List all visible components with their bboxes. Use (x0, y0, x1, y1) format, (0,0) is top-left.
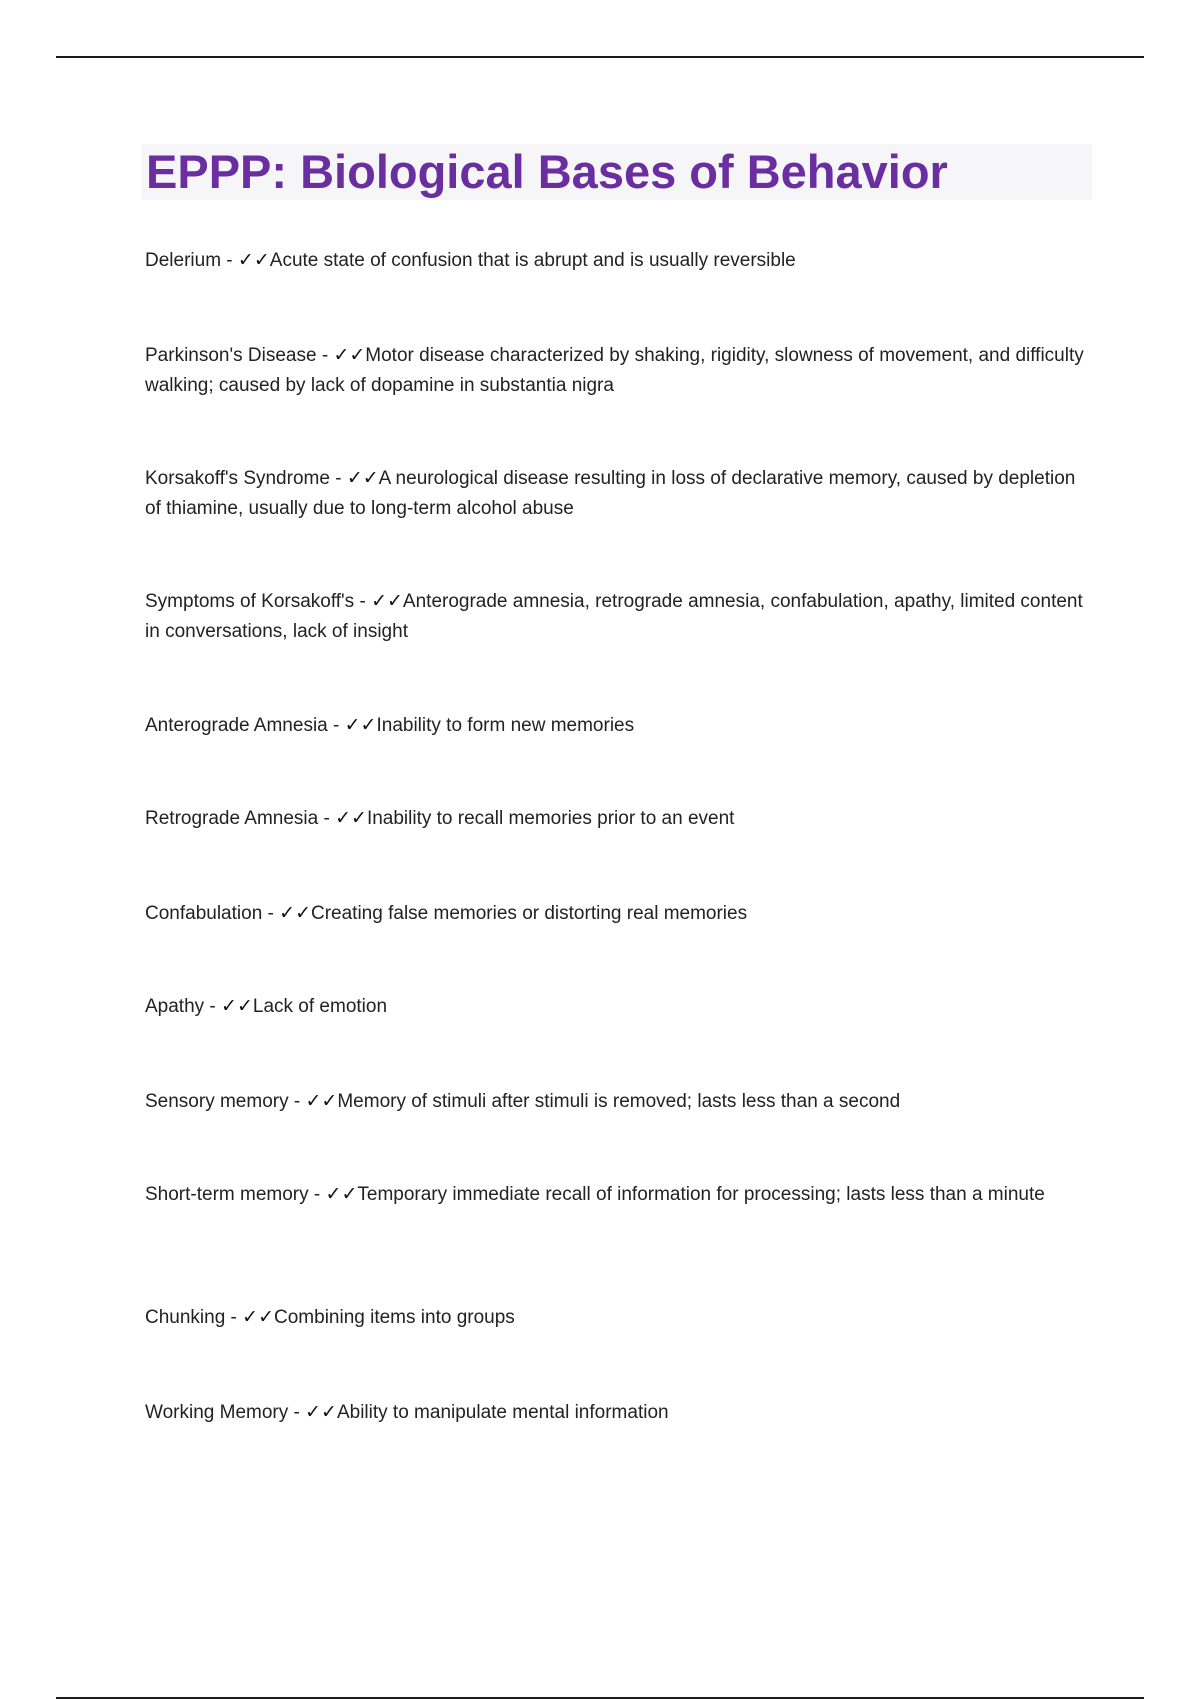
entry-term: Apathy (145, 996, 205, 1017)
flashcard-entry: Apathy - ✓✓Lack of emotion (145, 995, 388, 1017)
flashcard-entry: Korsakoff's Syndrome - ✓✓A neurological disease resulting in loss of declarative memory, caused by depletion of thiamine, usually due to long-term alcohol abuse (145, 467, 1076, 519)
flashcard-entry: Symptoms of Korsakoff's - ✓✓Anterograde amnesia, retrograde amnesia, confabulation, apathy, limited content in conversations, lack of insight (145, 590, 1083, 642)
entry-term: Confabulation (145, 903, 263, 924)
double-check-icon: ✓✓ (237, 249, 270, 271)
entry-definition: A neurological disease resulting in loss of declarative memory, caused by depletion of thiamine, usually due to long-term alcohol abuse (145, 468, 1076, 519)
entry-definition: Inability to recall memories prior to an event (366, 808, 735, 829)
entry-term: Sensory memory (145, 1091, 289, 1112)
entry-term: Korsakoff's Syndrome (145, 468, 330, 489)
entry-definition: Ability to manipulate mental information (336, 1402, 669, 1423)
entry-definition: Creating false memories or distorting real memories (311, 903, 748, 924)
flashcard-entry: Chunking - ✓✓Combining items into groups (145, 1306, 515, 1328)
flashcard-entry: Working Memory - ✓✓Ability to manipulate mental information (145, 1401, 669, 1423)
double-check-icon: ✓✓ (305, 1401, 337, 1423)
entry-term: Short-term memory (145, 1184, 309, 1205)
double-check-icon: ✓✓ (242, 1306, 275, 1328)
entry-definition: Temporary immediate recall of information for processing; lasts less than a minute (357, 1184, 1045, 1205)
double-check-icon: ✓✓ (305, 1090, 338, 1112)
entry-definition: Inability to form new memories (376, 715, 635, 736)
document-title: EPPP: Biological Bases of Behavior (146, 145, 948, 198)
entry-term: Anterograde Amnesia (145, 715, 328, 736)
entry-term: Symptoms of Korsakoff's (145, 591, 355, 612)
entry-definition: Motor disease characterized by shaking, rigidity, slowness of movement, and difficulty walking; caused by lack of dopamine in substantia nigra (145, 345, 1084, 396)
top-rule (56, 56, 1144, 58)
double-check-icon: ✓✓ (325, 1183, 358, 1205)
double-check-icon: ✓✓ (279, 902, 311, 924)
entry-definition: Acute state of confusion that is abrupt and is usually reversible (269, 250, 796, 271)
flashcard-entry: Anterograde Amnesia - ✓✓Inability to form new memories (145, 714, 635, 736)
flashcard-entry: Delerium - ✓✓Acute state of confusion that is abrupt and is usually reversible (145, 249, 796, 271)
flashcard-entry: Confabulation - ✓✓Creating false memories or distorting real memories (145, 902, 748, 924)
flashcard-entry: Parkinson's Disease - ✓✓Motor disease characterized by shaking, rigidity, slowness of movement, and difficulty walking; caused by lack of dopamine in substantia nigra (145, 344, 1084, 396)
double-check-icon: ✓✓ (335, 807, 367, 829)
entry-term: Working Memory (145, 1402, 289, 1423)
entry-term: Retrograde Amnesia (145, 808, 319, 829)
flashcard-entry: Sensory memory - ✓✓Memory of stimuli after stimuli is removed; lasts less than a second (145, 1090, 901, 1112)
entry-definition: Anterograde amnesia, retrograde amnesia, confabulation, apathy, limited content in conversations, lack of insight (145, 591, 1083, 642)
double-check-icon: ✓✓ (346, 467, 379, 489)
flashcard-entry: Retrograde Amnesia - ✓✓Inability to recall memories prior to an event (145, 807, 735, 829)
entry-term: Delerium (145, 250, 222, 271)
entry-definition: Memory of stimuli after stimuli is removed; lasts less than a second (337, 1091, 901, 1112)
double-check-icon: ✓✓ (333, 344, 366, 366)
entry-term: Parkinson's Disease (145, 345, 317, 366)
entry-definition: Lack of emotion (252, 996, 388, 1017)
entry-definition: Combining items into groups (274, 1307, 515, 1328)
entry-term: Chunking (145, 1307, 226, 1328)
double-check-icon: ✓✓ (371, 590, 403, 612)
double-check-icon: ✓✓ (344, 714, 377, 736)
bottom-rule (56, 1697, 1144, 1699)
double-check-icon: ✓✓ (221, 995, 253, 1017)
flashcard-entry: Short-term memory - ✓✓Temporary immediate recall of information for processing; lasts less than a minute (145, 1183, 1045, 1205)
